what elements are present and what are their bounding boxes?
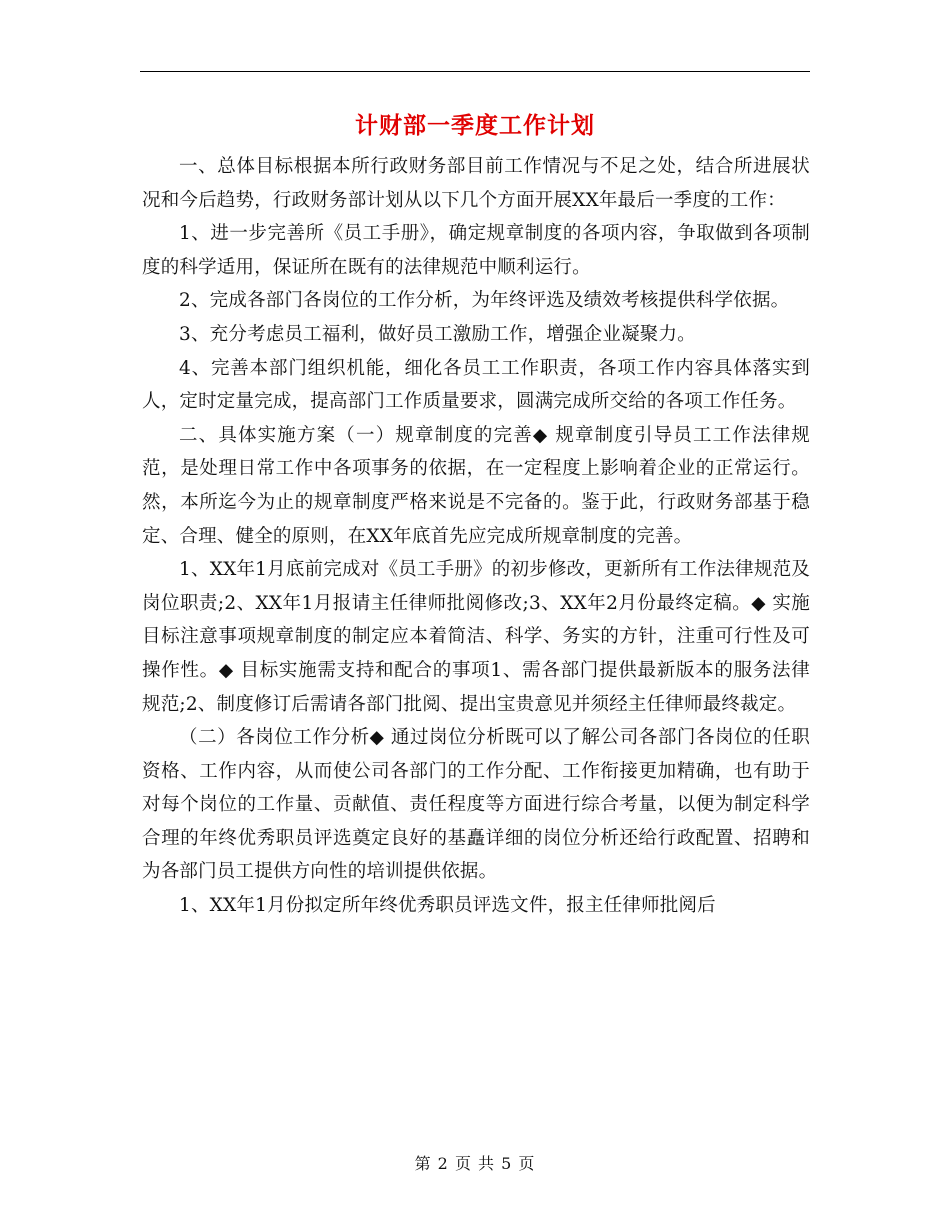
paragraph: 3、充分考虑员工福利，做好员工激励工作，增强企业凝聚力。 [179,323,696,345]
paragraph: 4、完善本部门组织机能，细化各员工工作职责，各项工作内容具体落实到人，定时定量完成，提高部门工作质量要求，圆满完成所交给的各项工作任务。 [142,357,810,413]
paragraph: 1、XX年1月份拟定所年终优秀职员评选文件，报主任律师批阅后 [179,895,716,917]
paragraph: 二、具体实施方案（一）规章制度的完善◆ 规章制度引导员工工作法律规范，是处理日常工作中各项事务的依据，在一定程度上影响着企业的正常运行。然，本所迄今为止的规章制度严格来说是不完备的。鉴于此，行政财务部基于稳定、合理、健全的原则，在XX年底首先应完成所规章制度的完善。 [142,424,810,547]
document-title: 计财部一季度工作计划 [355,112,595,139]
paragraph: 1、进一步完善所《员工手册》，确定规章制度的各项内容，争取做到各项制度的科学适用，保证所在既有的法律规范中顺利运行。 [142,223,810,278]
document-body [142,150,810,923]
paragraph: 一、总体目标根据本所行政财务部目前工作情况与不足之处，结合所进展状况和今后趋势，行政财务部计划从以下几个方面开展XX年最后一季度的工作： [142,156,810,211]
paragraph: （二）各岗位工作分析◆ 通过岗位分析既可以了解公司各部门各岗位的任职资格、工作内容，从而使公司各部门的工作分配、工作衔接更加精确，也有助于对每个岗位的工作量、贡献值、责任程度等方面进行综合考量，以便为制定科学合理的年终优秀职员评选奠定良好的基矗详细的岗位分析还给行政配置、招聘和为各部门员工提供方向性的培训提供依据。 [142,727,810,883]
paragraph: 2、完成各部门各岗位的工作分析，为年终评选及绩效考核提供科学依据。 [179,290,790,312]
paragraph: 1、XX年1月底前完成对《员工手册》的初步修改，更新所有工作法律规范及岗位职责;2、XX年1月报请主任律师批阅修改;3、XX年2月份最终定稿。◆ 实施目标注意事项规章制度的制定应本着简洁、科学、务实的方针，注重可行性及可操作性。◆ 目标实施需支持和配合的事项1、需各部门提供最新版本的服务法律规范;2、制度修订后需请各部门批阅、提出宝贵意见并须经主任律师最终裁定。 [142,559,810,715]
header-rule [140,71,810,72]
page-footer: 第 2 页 共 5 页 [414,1154,536,1173]
